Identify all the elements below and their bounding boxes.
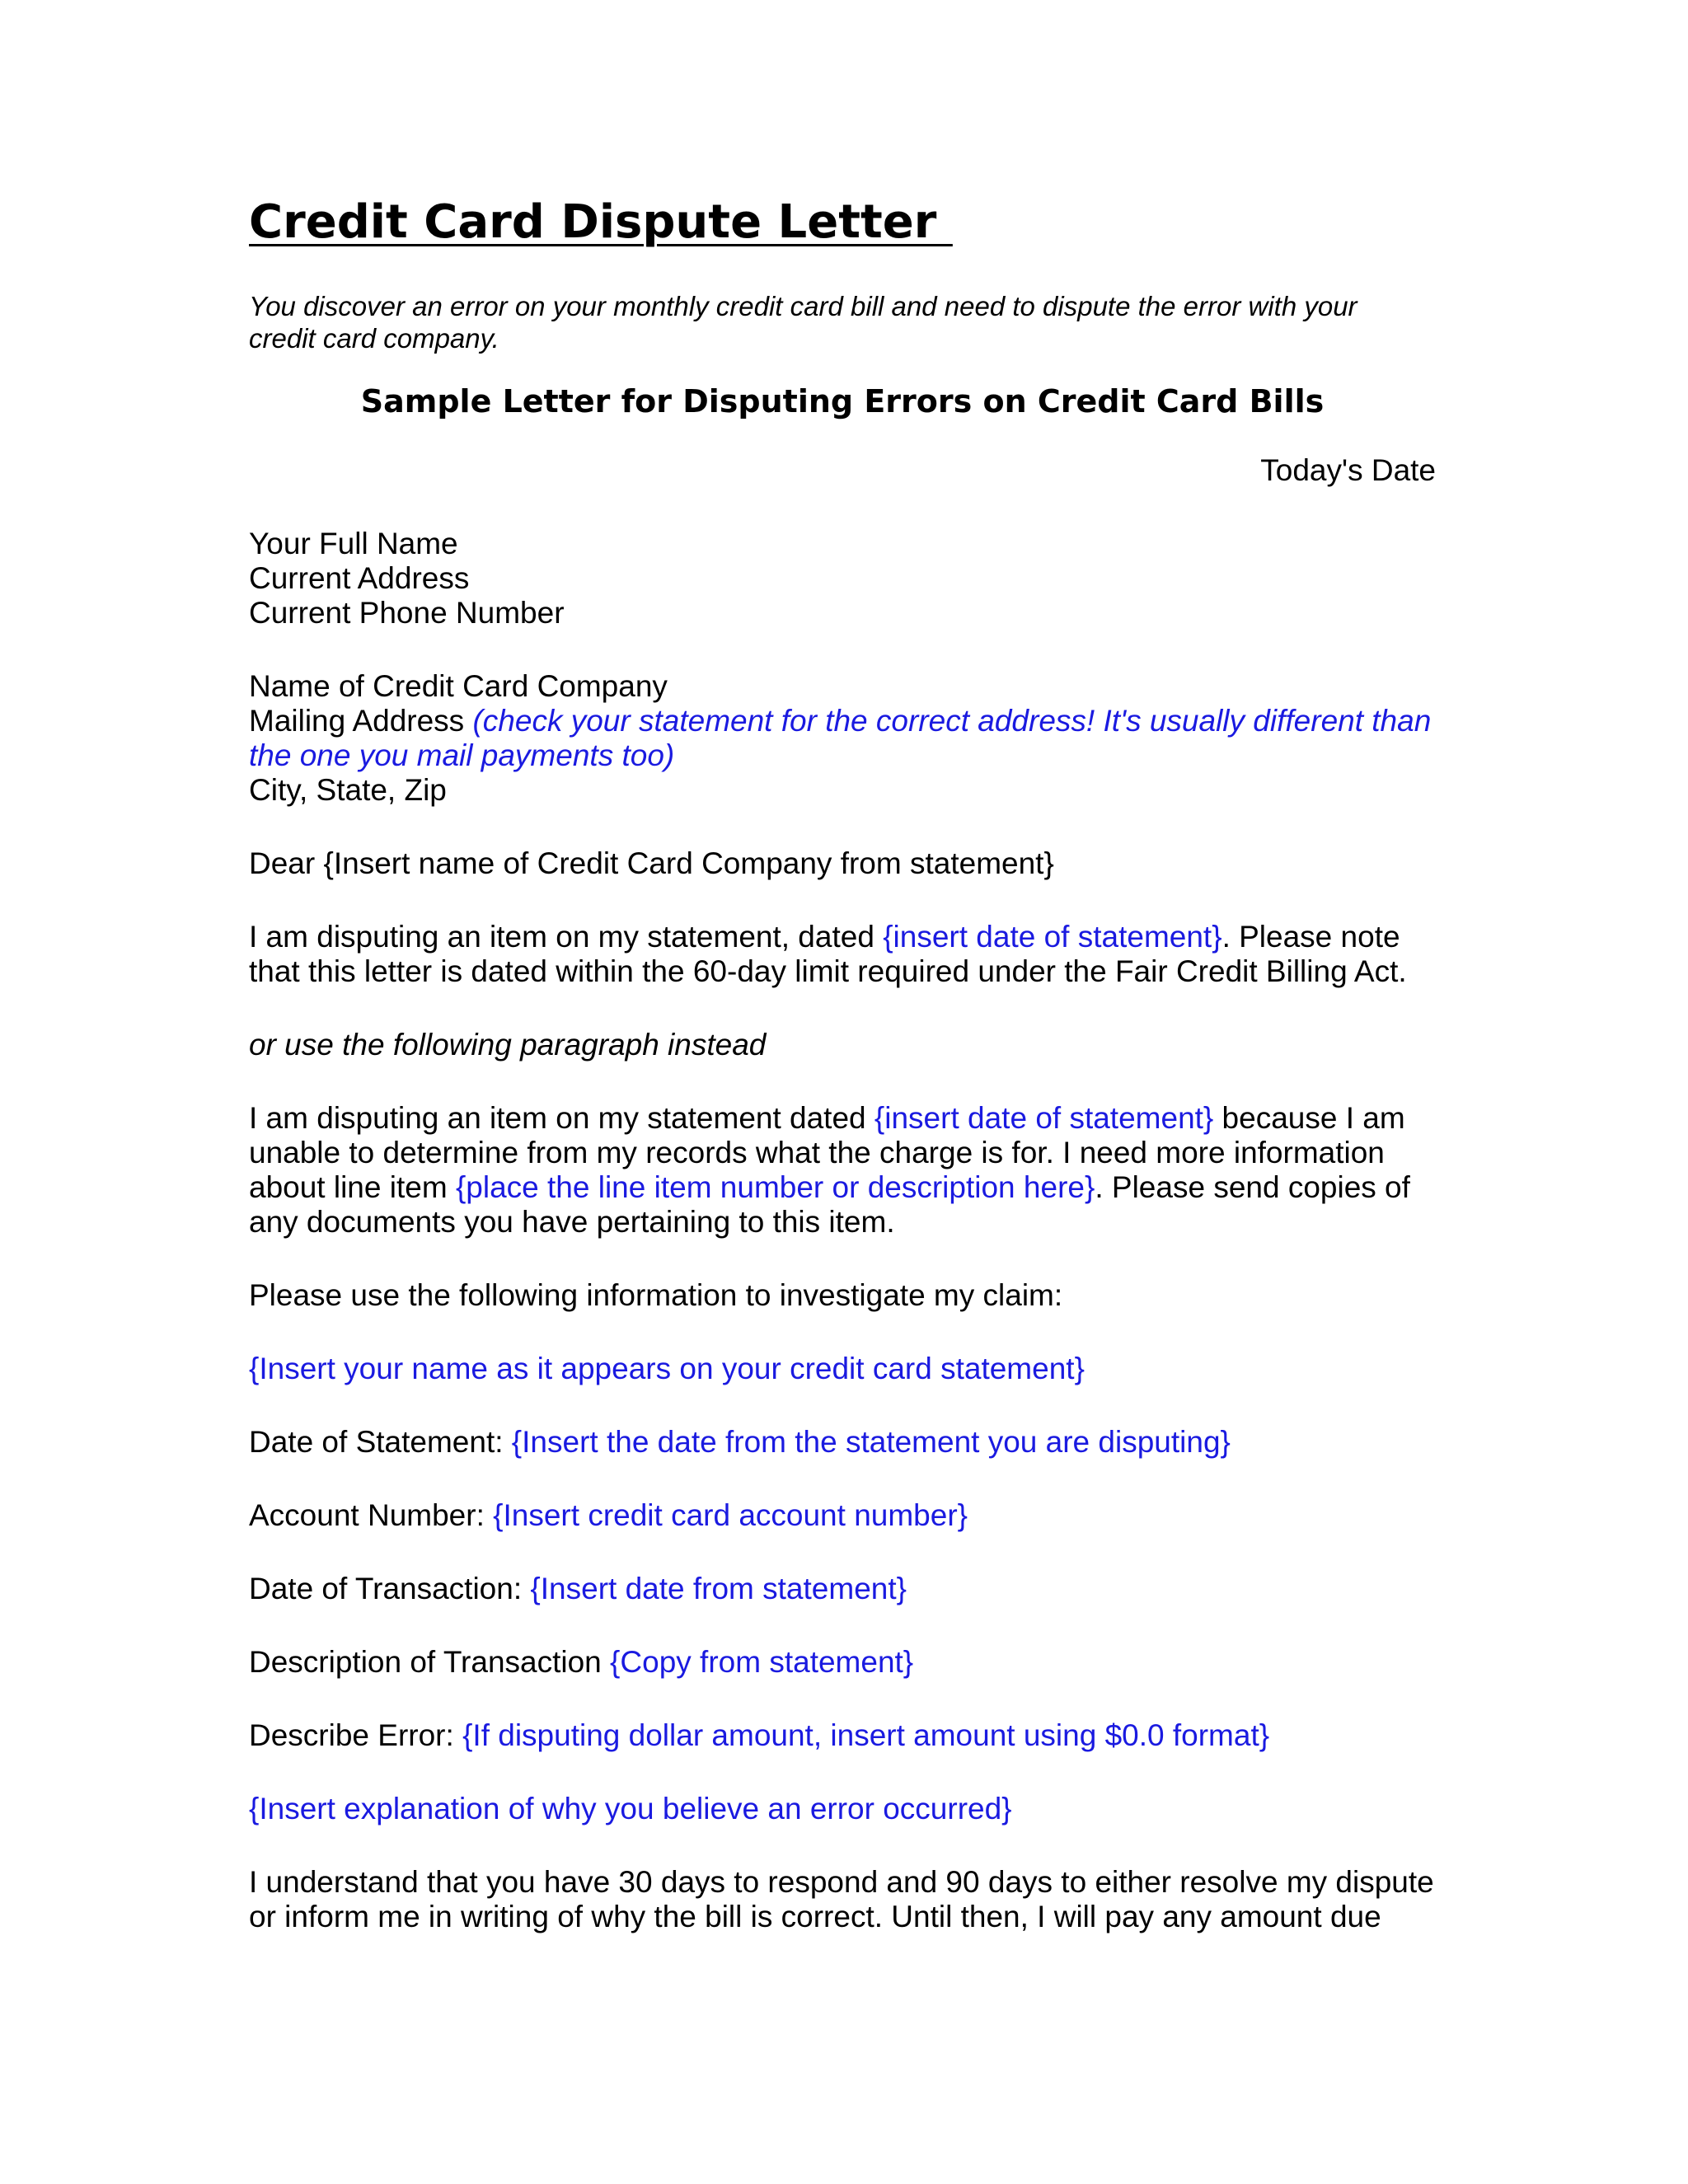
paragraph-dispute-dated	[249, 920, 1436, 989]
sender-block	[249, 527, 1436, 630]
paragraph-dispute-unknown-charge	[249, 1101, 1436, 1240]
field-label: Describe Error:	[249, 1718, 463, 1752]
info-intro: Please use the following information to investigate my claim:	[249, 1278, 1063, 1312]
explanation-placeholder: {Insert explanation of why you believe an error occurred}	[249, 1792, 1012, 1825]
para1-text-2: . Please note that this letter is dated within the 60-day limit required under the Fair Credit Billing Act.	[249, 920, 1407, 988]
para2-text-1: I am disputing an item on my statement dated	[249, 1101, 874, 1135]
sender-phone: Current Phone Number	[249, 596, 565, 630]
para2-placeholder-line-item: {place the line item number or description here}	[455, 1170, 1095, 1204]
mailing-address-label: Mailing Address	[249, 704, 465, 738]
recipient-city-state-zip: City, State, Zip	[249, 773, 447, 807]
field-label: Account Number:	[249, 1498, 494, 1532]
alternative-paragraph-note: or use the following paragraph instead	[249, 1028, 767, 1062]
para2-text-2: because I am unable to determine from my records what the charge is for. I need more information about line item	[249, 1101, 1405, 1204]
recipient-block	[249, 669, 1436, 808]
letter-date: Today's Date	[1260, 453, 1436, 487]
letter-subtitle: Sample Letter for Disputing Errors on Credit Card Bills	[360, 383, 1325, 419]
field-transaction-description	[249, 1645, 1436, 1680]
field-placeholder: {Insert credit card account number}	[493, 1498, 968, 1532]
field-account-number	[249, 1498, 1436, 1533]
sender-name: Your Full Name	[249, 527, 458, 560]
para1-placeholder-statement-date: {insert date of statement}	[883, 920, 1222, 954]
field-placeholder: {If disputing dollar amount, insert amount using $0.0 format}	[462, 1718, 1270, 1752]
salutation: Dear {Insert name of Credit Card Company from statement}	[249, 846, 1054, 880]
field-transaction-date	[249, 1572, 1436, 1606]
intro-text: You discover an error on your monthly credit card bill and need to dispute the error with your credit card company.	[249, 291, 1357, 354]
field-placeholder: {Insert date from statement}	[530, 1572, 907, 1605]
field-describe-error	[249, 1718, 1436, 1753]
closing-paragraph: I understand that you have 30 days to respond and 90 days to either resolve my dispute or inform me in writing of why the bill is correct. Until then, I will pay any amount due	[249, 1865, 1434, 1933]
recipient-company: Name of Credit Card Company	[249, 669, 668, 703]
letter-body	[249, 453, 1436, 1934]
field-placeholder: {Insert the date from the statement you are disputing}	[511, 1425, 1231, 1459]
para2-text-3: . Please send copies of any documents you have pertaining to this item.	[249, 1170, 1410, 1239]
recipient-mailing	[249, 704, 1436, 773]
para2-placeholder-statement-date: {insert date of statement}	[874, 1101, 1214, 1135]
field-placeholder: {Copy from statement}	[610, 1645, 914, 1679]
sender-address: Current Address	[249, 561, 470, 595]
field-label: Description of Transaction	[249, 1645, 611, 1679]
name-placeholder: {Insert your name as it appears on your credit card statement}	[249, 1352, 1085, 1385]
document-title: Credit Card Dispute Letter	[249, 195, 953, 249]
field-label: Date of Transaction:	[249, 1572, 531, 1605]
para1-text-1: I am disputing an item on my statement, dated	[249, 920, 884, 954]
letter-page	[249, 190, 1436, 1934]
mailing-address-note: (check your statement for the correct address! It's usually different than the one you mail payments too)	[249, 704, 1432, 772]
field-statement-date	[249, 1425, 1436, 1460]
field-label: Date of Statement:	[249, 1425, 512, 1459]
